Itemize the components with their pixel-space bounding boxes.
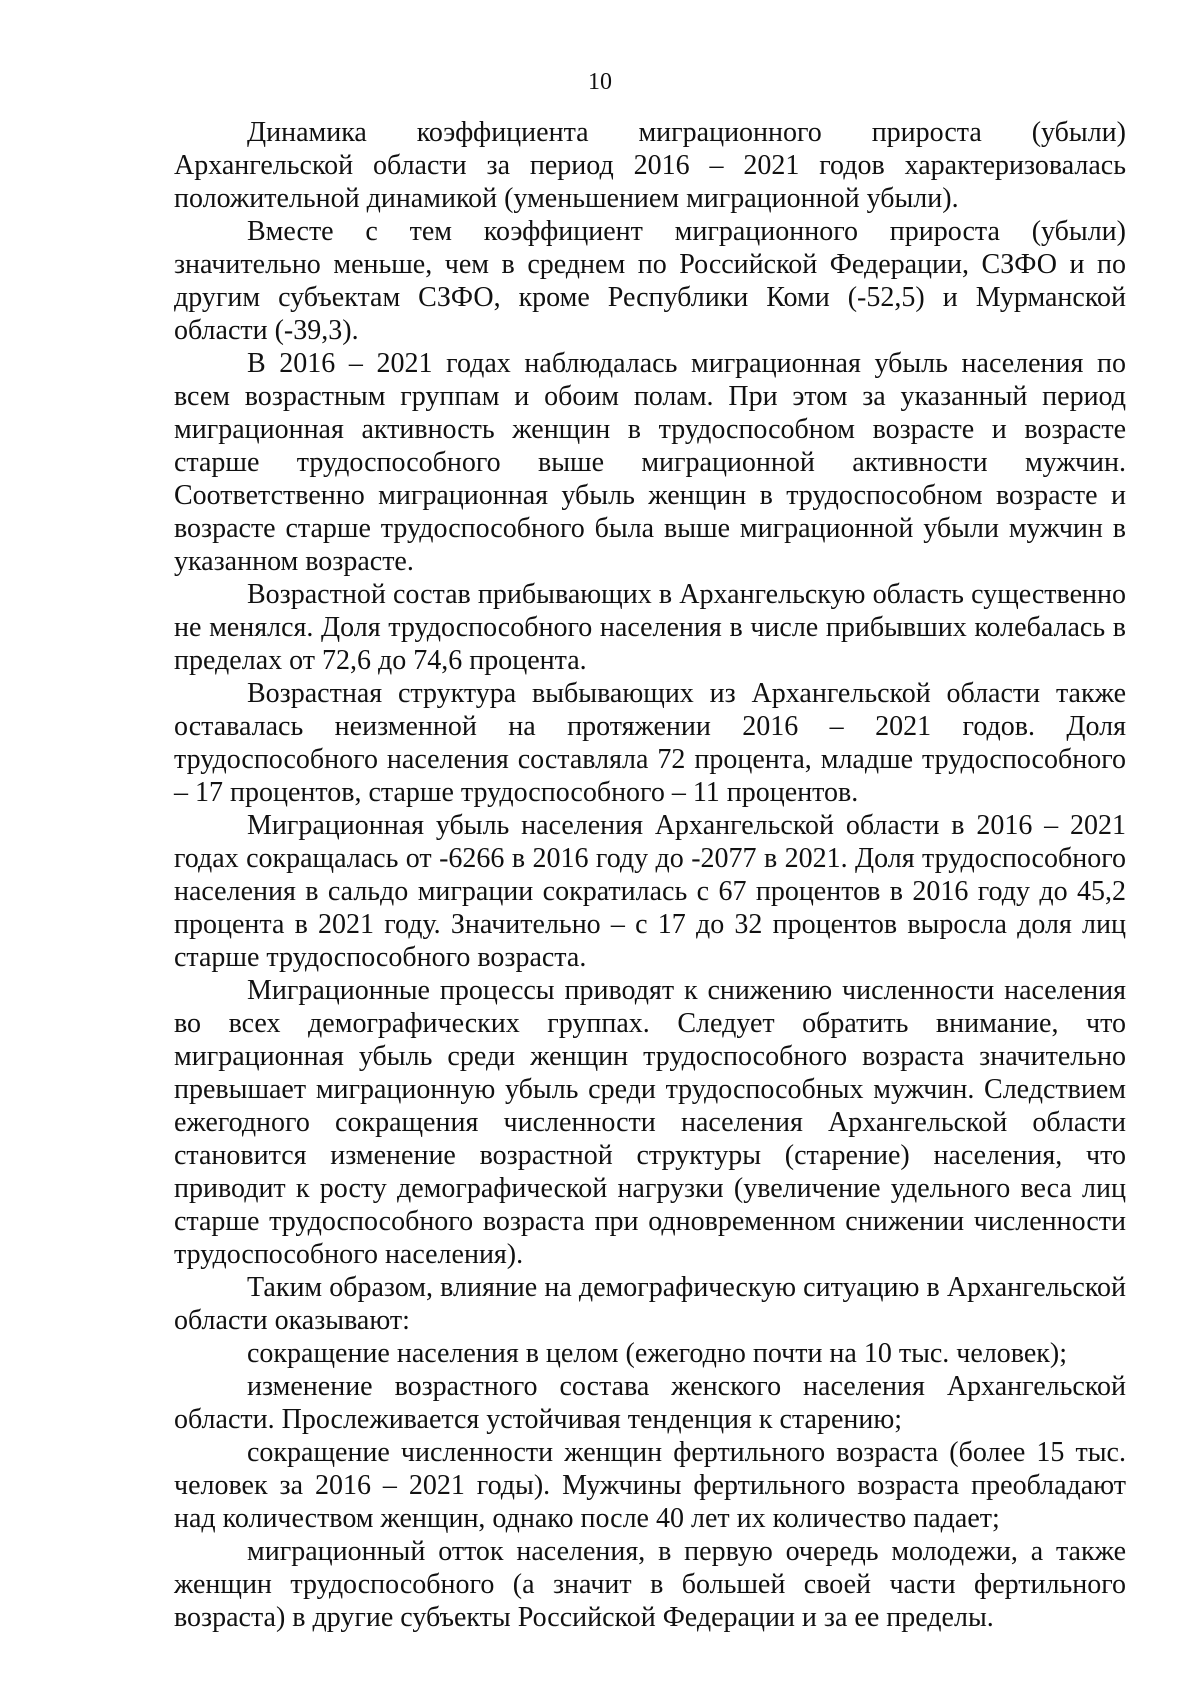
paragraph-arrivals-structure: Возрастной состав прибывающих в Архангельскую область существенно не менялся. Доля трудоспособного населения в числе прибывших колебалась в пределах от 72,6 до 74,6 процента. xyxy=(174,579,1126,676)
paragraph-migration-processes: Миграционные процессы приводят к снижению численности населения во всех демографических группах. Следует обратить внимание, что миграционная убыль среди женщин трудоспособного возраста значительно превышает миграционную убыль среди трудоспособных мужчин. Следствием ежегодного сокращения численности населения Архангельской области становится изменение возрастной структуры (старение) населения, что приводит к росту демографической нагрузки (увеличение удельного веса лиц старше трудоспособного возраста при одновременном снижении численности трудоспособного населения). xyxy=(174,975,1126,1270)
paragraph-migration-dynamics: Динамика коэффициента миграционного прироста (убыли) Архангельской области за период 2016 – 2021 годов характеризовалась положительной динамикой (уменьшением миграционной убыли). xyxy=(174,117,1126,214)
paragraph-conclusion-intro: Таким образом, влияние на демографическую ситуацию в Архангельской области оказывают: xyxy=(174,1272,1126,1336)
paragraph-migration-comparison: Вместе с тем коэффициент миграционного прироста (убыли) значительно меньше, чем в среднем по Российской Федерации, СЗФО и по другим субъектам СЗФО, кроме Республики Коми (-52,5) и Мурманской области (-39,3). xyxy=(174,216,1126,346)
list-item-population-decline: сокращение населения в целом (ежегодно почти на 10 тыс. человек); xyxy=(247,1338,1067,1369)
paragraph-age-groups: В 2016 – 2021 годах наблюдалась миграционная убыль населения по всем возрастным группам и обоим полам. При этом за указанный период миграционная активность женщин в трудоспособном возрасте и возрасте старше трудоспособного выше миграционной активности мужчин. Соответственно миграционная убыль женщин в трудоспособном возрасте и возрасте старше трудоспособного была выше миграционной убыли мужчин в указанном возрасте. xyxy=(174,348,1126,577)
page-number: 10 xyxy=(588,69,612,95)
document-body xyxy=(174,116,1126,1634)
list-item-fertile-women-decline: сокращение численности женщин фертильного возраста (более 15 тыс. человек за 2016 – 2021 годы). Мужчины фертильного возраста преобладают над количеством женщин, однако после 40 лет их количество падает; xyxy=(174,1437,1126,1534)
paragraph-departures-structure: Возрастная структура выбывающих из Архангельской области также оставалась неизменной на протяжении 2016 – 2021 годов. Доля трудоспособного населения составляла 72 процента, младше трудоспособного – 17 процентов, старше трудоспособного – 11 процентов. xyxy=(174,678,1126,808)
paragraph-migration-loss: Миграционная убыль населения Архангельской области в 2016 – 2021 годах сокращалась от -6266 в 2016 году до -2077 в 2021. Доля трудоспособного населения в сальдо миграции сократилась с 67 процентов в 2016 году до 45,2 процента в 2021 году. Значительно – с 17 до 32 процентов выросла доля лиц старше трудоспособного возраста. xyxy=(174,810,1126,973)
list-item-migration-outflow: миграционный отток населения, в первую очередь молодежи, а также женщин трудоспособного (а значит в большей своей части фертильного возраста) в другие субъекты Российской Федерации и за ее пределы. xyxy=(174,1536,1126,1633)
list-item-female-age-change: изменение возрастного состава женского населения Архангельской области. Прослеживается устойчивая тенденция к старению; xyxy=(174,1371,1126,1435)
